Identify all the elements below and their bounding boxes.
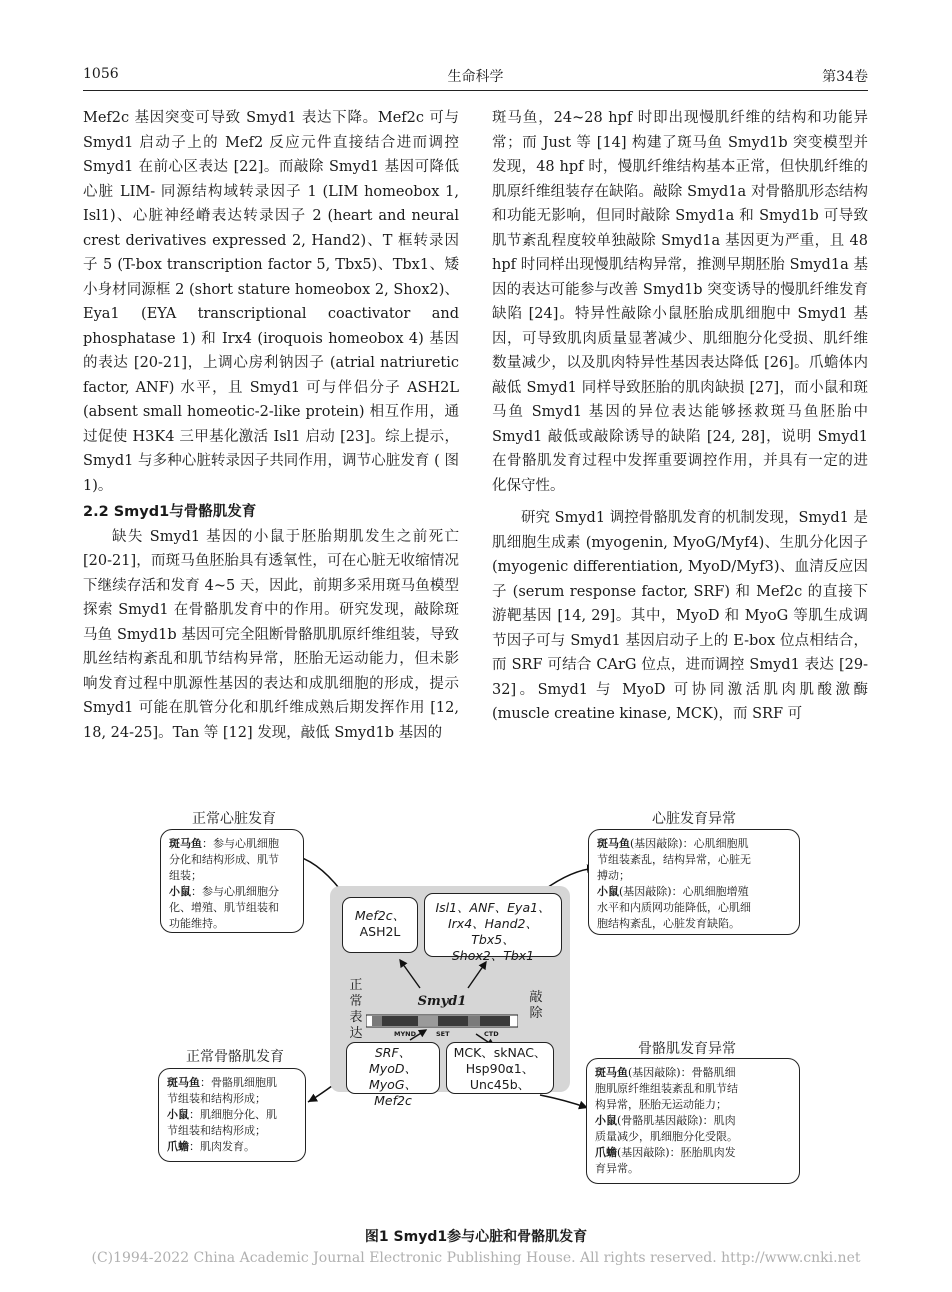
- normal-heart-title: 正常心脏发育: [192, 811, 276, 827]
- organism-label: 小鼠: [167, 1108, 189, 1121]
- domain-segment: [480, 1016, 510, 1026]
- organism-label: 斑马鱼: [169, 837, 202, 850]
- box-line-text: ：肌肉发育。: [189, 1140, 255, 1153]
- box-line-text: 胞肌原纤维组装紊乱和肌节结: [595, 1082, 738, 1095]
- domain-label-set: SET: [436, 1030, 450, 1038]
- box-line-text: ：参与心肌细胞分: [191, 885, 279, 898]
- domain-segment: [418, 1016, 438, 1026]
- muscle-target-line: MCK、skNAC、: [453, 1045, 547, 1060]
- box-line-text: 胞结构紊乱，心脏发育缺陷。: [597, 917, 740, 930]
- box-line-text: 功能维持。: [169, 917, 224, 930]
- heart-target-line: Irx4、Hand2、Tbx5、: [447, 916, 539, 947]
- box-line-text: 分化和结构形成、肌节: [169, 853, 279, 866]
- domain-label-ctd: CTD: [484, 1030, 499, 1038]
- normal-expression-label: 正 常 表 达: [349, 978, 363, 1041]
- journal-name: 生命科学: [447, 69, 504, 85]
- organism-label: 小鼠: [595, 1114, 617, 1127]
- muscle-targets-box: [446, 1042, 554, 1094]
- body-paragraph: Mef2c 基因突变可导致 Smyd1 表达下降。Mef2c 可与 Smyd1 启动子上的 Mef2 反应元件直接结合进而调控 Smyd1 在前心区表达 [22]。而敲除 Smyd1 基因可降低心脏 LIM- 同源结构域转录因子 1 (LIM homeobox 1, Isl1)、心脏神经嵴表达转录因子 2 (heart and neural crest derivatives expressed 2, Hand2)、T 框转录因子 5 (T-box transcription factor 5, Tbx5)、Tbx1、矮小身材同源框 2 (short stature homeobox 2, Shox2)、Eya1 (EYA transcriptional coactivator and phosphatase 1) 和 Irx4 (iroquois homeobox 4) 基因的表达 [20-21]，上调心房利钠因子 (atrial natriuretic factor, ANF) 水平，且 Smyd1 可与伴侣分子 ASH2L (absent small homeotic-2-like protein) 相互作用，通过促使 H3K4 三甲基化激活 Isl1 启动 [23]。综上提示，Smyd1 与多种心脏转录因子共同作用，调节心脏发育 ( 图 1)。: [83, 110, 459, 494]
- domain-segment: [382, 1016, 418, 1026]
- body-paragraph: 缺失 Smyd1 基因的小鼠于胚胎期肌发生之前死亡 [20-21]，而斑马鱼胚胎具有透氧性，可在心脏无收缩情况下继续存活和发育 4~5 天，因此，前期多采用斑马鱼模型探索 Smyd1 在骨骼肌发育中的作用。研究发现，敲除斑马鱼 Smyd1b 基因可完全阻断骨骼肌肌原纤维组装，导致肌丝结构紊乱和肌节结构异常，胚胎无运动能力，但未影响发育过程中肌源性基因的表达和成肌细胞的形成，提示 Smyd1 可能在肌管分化和肌纤维成熟后期发挥作用 [12, 18, 24-25]。Tan 等 [12] 发现，敲低 Smyd1b 基因的: [83, 528, 459, 741]
- regulator-line: MyoG、: [368, 1077, 418, 1092]
- box-line-text: (骨骼肌基因敲除)：肌肉: [617, 1114, 736, 1127]
- heart-target-line: Isl1、ANF、Eya1、: [435, 900, 551, 915]
- box-line-text: 化、增殖、肌节组装和: [169, 901, 279, 914]
- abnormal-muscle-title: 骨骼肌发育异常: [638, 1041, 736, 1057]
- arrow-partners: [400, 960, 420, 988]
- domain-segment: [468, 1016, 480, 1026]
- section-heading: 2.2 Smyd1与骨骼肌发育: [83, 504, 257, 520]
- box-line-text: 节组装和结构形成；: [167, 1124, 266, 1137]
- box-line-text: 搏动；: [597, 869, 630, 882]
- organism-label: 爪蟾: [167, 1140, 189, 1153]
- box-line-text: 节组装紊乱，结构异常，心脏无: [597, 853, 751, 866]
- figure-caption: 图1 Smyd1参与心脏和骨骼肌发育: [364, 1229, 588, 1245]
- box-line-text: ：骨骼肌细胞肌: [200, 1076, 277, 1089]
- muscle-target-line: Unc45b、: [469, 1077, 531, 1092]
- heart-partner-line: ASH2L: [359, 924, 401, 939]
- domain-label-mynd: MYND: [394, 1030, 417, 1038]
- box-line-text: 组装；: [169, 869, 202, 882]
- box-line-text: 节组装和结构形成；: [167, 1092, 266, 1105]
- box-line-text: 构异常，胚胎无运动能力；: [595, 1098, 727, 1111]
- organism-label: 爪蟾: [595, 1146, 617, 1159]
- normal-muscle-title: 正常骨骼肌发育: [186, 1049, 284, 1065]
- heart-partner-line: Mef2c、: [354, 908, 406, 923]
- regulator-line: Mef2c: [374, 1093, 412, 1108]
- box-line-text: ：肌细胞分化、肌: [189, 1108, 277, 1121]
- gene-name: Smyd1: [417, 994, 467, 1009]
- box-line-text: ：参与心肌细胞: [202, 837, 279, 850]
- organism-label: 斑马鱼: [597, 837, 630, 850]
- organism-label: 斑马鱼: [595, 1066, 628, 1079]
- domain-segment: [372, 1016, 382, 1026]
- organism-label: 小鼠: [169, 885, 191, 898]
- box-line-text: 水平和内质网功能降低，心肌细: [597, 901, 751, 914]
- gene-diagram: [366, 1013, 518, 1029]
- domain-segment: [438, 1016, 468, 1026]
- copyright-footer: (C)1994-2022 China Academic Journal Electronic Publishing House. All rights reserved. http://www.cnki.net: [91, 1250, 861, 1266]
- box-line-text: 质量减少，肌细胞分化受限。: [595, 1130, 738, 1143]
- muscle-target-line: Hsp90α1、: [465, 1061, 535, 1076]
- box-line-text: (基因敲除)：胚胎肌肉发: [617, 1146, 736, 1159]
- box-line-text: (基因敲除)：骨骼肌细: [628, 1066, 736, 1079]
- abnormal-heart-title: 心脏发育异常: [652, 811, 736, 827]
- box-line-text: 育异常。: [595, 1162, 639, 1175]
- box-line-text: (基因敲除)：心肌细胞增殖: [619, 885, 749, 898]
- page-number: 1056: [83, 66, 119, 82]
- heart-target-line: Shox2、Tbx1: [451, 948, 535, 963]
- body-paragraph: 研究 Smyd1 调控骨骼肌发育的机制发现，Smyd1 是肌细胞生成素 (myogenin, MyoG/Myf4)、生肌分化因子 (myogenic differentiation, MyoD/Myf3)、血清反应因子 (serum response factor, SRF) 和 Mef2c 的直接下游靶基因 [14, 29]。其中，MyoD 和 MyoG 等肌生成调节因子可与 Smyd1 基因启动子上的 E-box 位点相结合，而 SRF 可结合 CArG 位点，进而调控 Smyd1 表达 [29-32]。Smyd1 与 MyoD 可协同激活肌肉肌酸激酶 (muscle creatine kinase, MCK)，而 SRF 可: [492, 510, 868, 722]
- organism-label: 斑马鱼: [167, 1076, 200, 1089]
- box-line-text: (基因敲除)：心肌细胞肌: [630, 837, 749, 850]
- volume-label: 第34卷: [822, 69, 868, 85]
- body-paragraph: 斑马鱼，24~28 hpf 时即出现慢肌纤维的结构和功能异常；而 Just 等 [14] 构建了斑马鱼 Smyd1b 突变模型并发现，48 hpf 时，慢肌纤维结构基本正常，但快肌纤维的肌原纤维组装存在缺陷。敲除 Smyd1a 对骨骼肌形态结构和功能无影响，但同时敲除 Smyd1a 和 Smyd1b 可导致肌节紊乱程度较单独敲除 Smyd1a 基因更为严重，且 48 hpf 时同样出现慢肌结构异常，推测早期胚胎 Smyd1a 基因的表达可能参与改善 Smyd1b 突变诱导的慢肌纤维发育缺陷 [24]。特异性敲除小鼠胚胎成肌细胞中 Smyd1 基因，可导致肌肉质量显著减少、肌细胞分化受损、肌纤维数量减少，以及肌肉特异性基因表达降低 [26]。爪蟾体内敲低 Smyd1 同样导致胚胎的肌肉缺损 [27]，而小鼠和斑马鱼 Smyd1 基因的异位表达能够拯救斑马鱼胚胎中 Smyd1 敲低或敲除诱导的缺陷 [24, 28]，说明 Smyd1 在骨骼肌发育过程中发挥重要调控作用，并具有一定的进化保守性。: [492, 110, 868, 494]
- knockout-label: 敲 除: [529, 990, 543, 1021]
- arrow-heart-targets: [468, 962, 486, 988]
- muscle-regulators-box: [346, 1042, 440, 1108]
- organism-label: 小鼠: [597, 885, 619, 898]
- regulator-line: SRF、MyoD、: [369, 1045, 417, 1076]
